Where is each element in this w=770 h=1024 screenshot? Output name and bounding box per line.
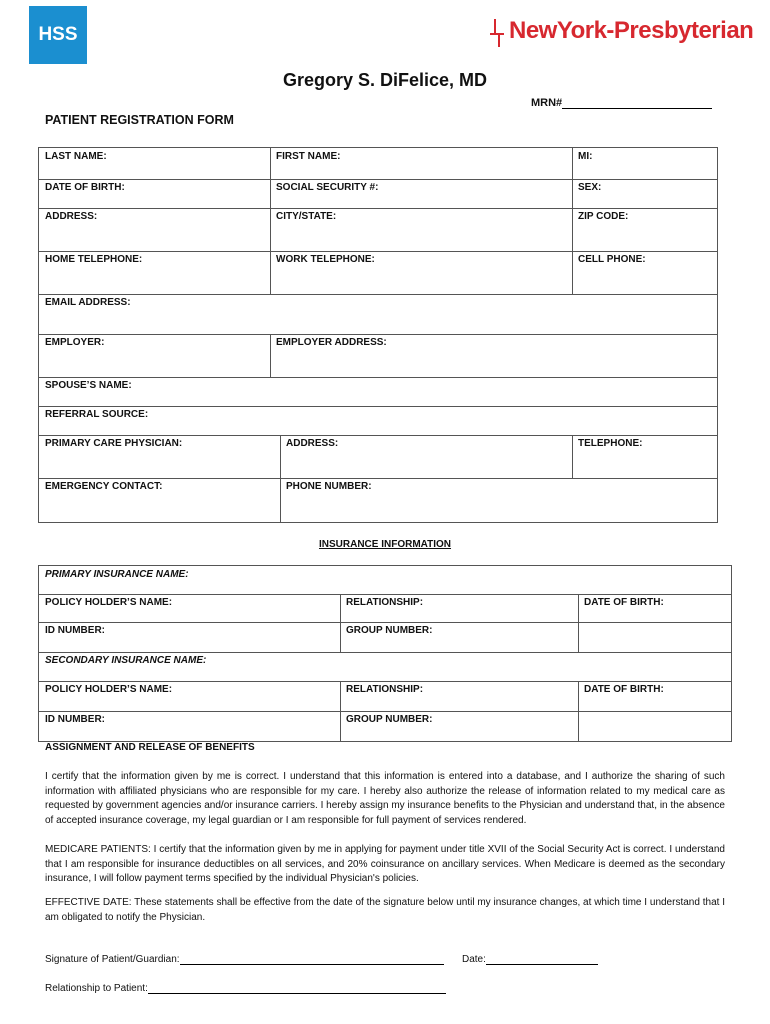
- secondary-relationship-field[interactable]: RELATIONSHIP:: [346, 684, 424, 695]
- hss-logo-text: HSS: [38, 24, 78, 45]
- last-name-field[interactable]: LAST NAME:: [45, 151, 107, 162]
- insurance-title: INSURANCE INFORMATION: [318, 539, 452, 550]
- signature-line: [180, 954, 444, 965]
- referral-source-field[interactable]: REFERRAL SOURCE:: [45, 409, 149, 420]
- mrn-field[interactable]: [531, 97, 712, 109]
- employer-field[interactable]: EMPLOYER:: [45, 337, 105, 348]
- email-field[interactable]: EMAIL ADDRESS:: [45, 297, 131, 308]
- mrn-label: MRN#: [531, 97, 563, 109]
- date-line: [486, 954, 598, 965]
- relationship-label: Relationship to Patient:: [45, 983, 148, 994]
- pcp-telephone-field[interactable]: TELEPHONE:: [578, 438, 643, 449]
- secondary-holder-field[interactable]: POLICY HOLDER’S NAME:: [45, 684, 173, 695]
- primary-group-field[interactable]: GROUP NUMBER:: [346, 625, 433, 636]
- sex-field[interactable]: SEX:: [578, 182, 602, 193]
- primary-relationship-field[interactable]: RELATIONSHIP:: [346, 597, 424, 608]
- address-field[interactable]: ADDRESS:: [45, 211, 98, 222]
- primary-insurance-field[interactable]: PRIMARY INSURANCE NAME:: [45, 569, 189, 580]
- assignment-paragraph-1: I certify that the information given by me is correct. I understand that this information is entered into a database, and I authorize the sharing of such information with affiliated physicians who are responsible for my care. I hereby also authorize the release of information related to my medical care as requested by government agencies and/or insurance carriers. I hereby assign my insurance benefits to the Physician and understand that, in the absence of accepted insurance coverage, my legal guardian or I am responsible for full payment of services rendered.: [45, 771, 725, 826]
- secondary-dob-field[interactable]: DATE OF BIRTH:: [584, 684, 664, 695]
- city-state-field[interactable]: CITY/STATE:: [276, 211, 337, 222]
- form-title: PATIENT REGISTRATION FORM: [45, 113, 234, 127]
- assignment-title: ASSIGNMENT AND RELEASE OF BENEFITS: [45, 742, 255, 753]
- signature-label: Signature of Patient/Guardian:: [45, 954, 180, 965]
- secondary-group-field[interactable]: GROUP NUMBER:: [346, 714, 433, 725]
- first-name-field[interactable]: FIRST NAME:: [276, 151, 341, 162]
- work-phone-field[interactable]: WORK TELEPHONE:: [276, 254, 375, 265]
- emergency-phone-field[interactable]: PHONE NUMBER:: [286, 481, 372, 492]
- relationship-field[interactable]: [45, 983, 446, 994]
- nyp-logo-text: NewYork-Presbyterian: [509, 17, 754, 44]
- home-phone-field[interactable]: HOME TELEPHONE:: [45, 254, 143, 265]
- insurance-table: [38, 565, 732, 742]
- primary-dob-field[interactable]: DATE OF BIRTH:: [584, 597, 664, 608]
- doctor-name: Gregory S. DiFelice, MD: [282, 70, 488, 90]
- employer-address-field[interactable]: EMPLOYER ADDRESS:: [276, 337, 387, 348]
- spouse-name-field[interactable]: SPOUSE’S NAME:: [45, 380, 132, 391]
- secondary-insurance-field[interactable]: SECONDARY INSURANCE NAME:: [45, 655, 207, 666]
- effective-date-paragraph: EFFECTIVE DATE: These statements shall be effective from the date of the signature below until my insurance changes, at which time I understand that I am obligated to notify the Physician.: [45, 897, 725, 923]
- relationship-line: [148, 983, 446, 994]
- mi-field[interactable]: MI:: [578, 151, 593, 162]
- mrn-line: [562, 97, 712, 109]
- signature-field[interactable]: [45, 954, 444, 965]
- medicare-paragraph: MEDICARE PATIENTS: I certify that the information given by me in applying for payment under title XVII of the Social Security Act is correct. I understand that I am responsible for insurance deductibles on all services, and 20% coinsurance on ancillary services. When Medicare is deemed as the secondary insurance, I will follow payment terms specified by the individual Physician's policies.: [45, 844, 725, 884]
- pcp-field[interactable]: PRIMARY CARE PHYSICIAN:: [45, 438, 183, 449]
- emergency-contact-field[interactable]: EMERGENCY CONTACT:: [45, 481, 163, 492]
- hss-logo: [29, 6, 87, 64]
- zip-field[interactable]: ZIP CODE:: [578, 211, 629, 222]
- date-field[interactable]: [462, 954, 598, 965]
- ssn-field[interactable]: SOCIAL SECURITY #:: [276, 182, 379, 193]
- pcp-address-field[interactable]: ADDRESS:: [286, 438, 339, 449]
- dob-field[interactable]: DATE OF BIRTH:: [45, 182, 125, 193]
- nyp-mark-icon: [490, 19, 504, 47]
- primary-id-field[interactable]: ID NUMBER:: [45, 625, 105, 636]
- patient-info-table: [38, 147, 718, 523]
- primary-holder-field[interactable]: POLICY HOLDER’S NAME:: [45, 597, 173, 608]
- cell-phone-field[interactable]: CELL PHONE:: [578, 254, 646, 265]
- nyp-logo: [490, 17, 754, 49]
- secondary-id-field[interactable]: ID NUMBER:: [45, 714, 105, 725]
- date-label: Date:: [462, 954, 486, 965]
